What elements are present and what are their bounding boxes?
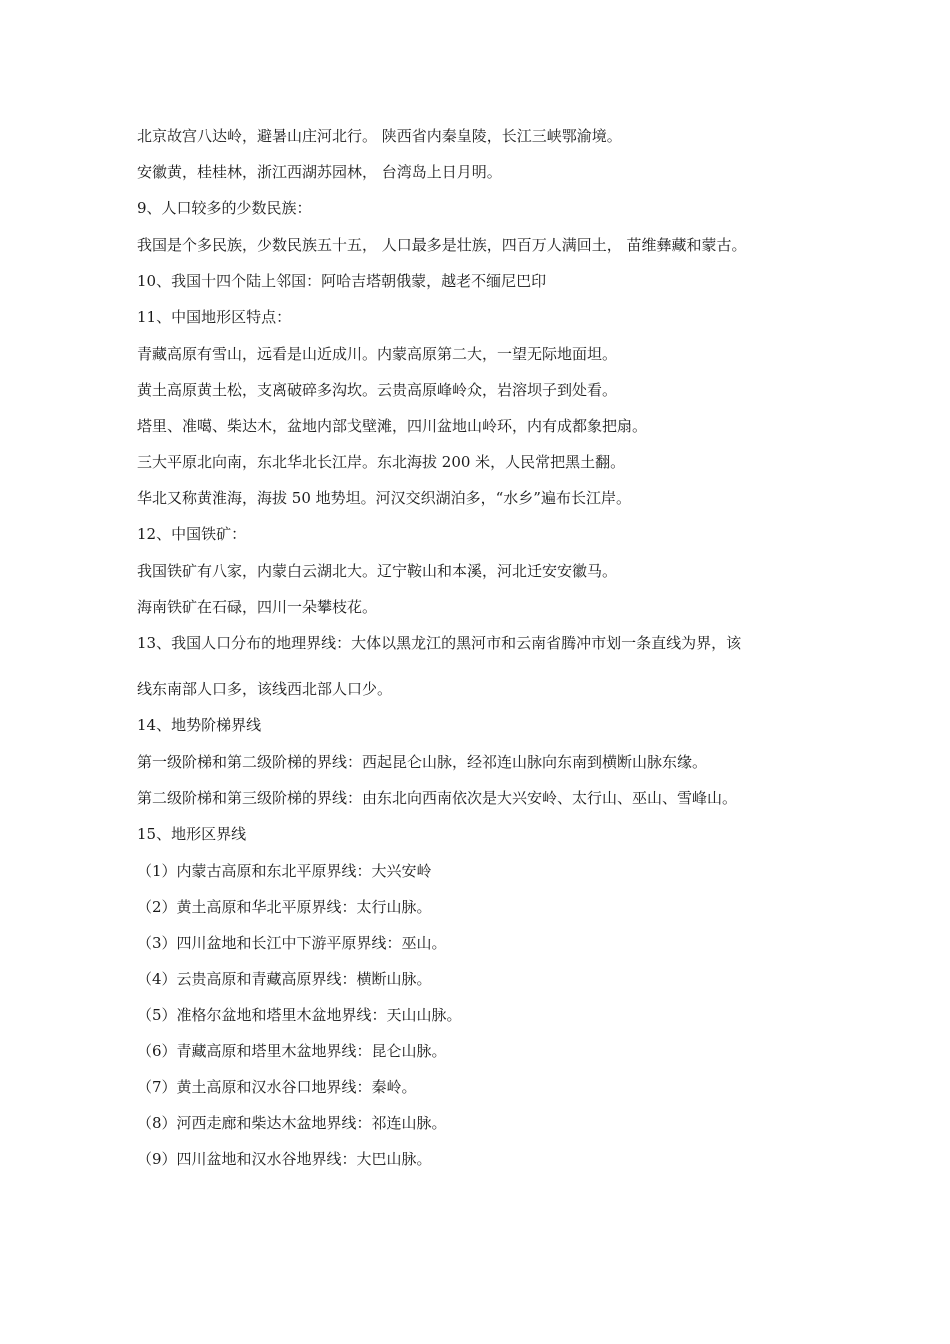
text-line: 三大平原北向南，东北华北长江岸。东北海拔 200 米，人民常把黑土翻。 (137, 453, 626, 471)
list-item: （9）四川盆地和汉水谷地界线：大巴山脉。 (137, 1150, 432, 1168)
text-line: 海南铁矿在石碌，四川一朵攀枝花。 (137, 598, 378, 616)
text-line: 北京故宫八达岭，避暑山庄河北行。 陕西省内秦皇陵，长江三峡鄂渝境。 (137, 127, 622, 145)
section-heading: 14、地势阶梯界线 (137, 716, 262, 734)
document-page (137, 126, 827, 1169)
list-item: （3）四川盆地和长江中下游平原界线：巫山。 (137, 934, 447, 952)
text-line: 安徽黄，桂桂林，浙江西湖苏园林， 台湾岛上日月明。 (137, 163, 502, 181)
text-line: 黄土高原黄土松，支离破碎多沟坎。云贵高原峰岭众，岩溶坝子到处看。 (137, 381, 618, 399)
section-heading: 9、人口较多的少数民族： (137, 199, 312, 217)
list-item: （2）黄土高原和华北平原界线：太行山脉。 (137, 898, 432, 916)
section-heading: 15、地形区界线 (137, 825, 247, 843)
list-item: （4）云贵高原和青藏高原界线：横断山脉。 (137, 970, 432, 988)
text-line: 青藏高原有雪山，远看是山近成川。内蒙高原第二大，一望无际地面坦。 (137, 345, 618, 363)
list-item: （1）内蒙古高原和东北平原界线：大兴安岭 (137, 862, 432, 880)
list-item: （5）准格尔盆地和塔里木盆地界线：天山山脉。 (137, 1006, 462, 1024)
section-heading: 10、我国十四个陆上邻国：阿哈吉塔朝俄蒙，越老不缅尼巴印 (137, 272, 547, 290)
text-line: 第二级阶梯和第三级阶梯的界线：由东北向西南依次是大兴安岭、太行山、巫山、雪峰山。 (137, 789, 738, 807)
section-heading: 13、我国人口分布的地理界线：大体以黑龙江的黑河市和云南省腾冲市划一条直线为界，该 (137, 634, 742, 652)
list-item: （8）河西走廊和柴达木盆地界线：祁连山脉。 (137, 1114, 447, 1132)
section-heading: 12、中国铁矿： (137, 525, 247, 543)
text-line: 线东南部人口多，该线西北部人口少。 (137, 680, 393, 698)
text-line: 第一级阶梯和第二级阶梯的界线：西起昆仑山脉，经祁连山脉向东南到横断山脉东缘。 (137, 753, 708, 771)
list-item: （6）青藏高原和塔里木盆地界线：昆仑山脉。 (137, 1042, 447, 1060)
section-heading: 11、中国地形区特点： (137, 308, 292, 326)
text-line: 华北又称黄淮海，海拔 50 地势坦。河汉交织湖泊多，“水乡”遍布长江岸。 (137, 489, 631, 507)
text-line: 我国铁矿有八家，内蒙白云湖北大。辽宁鞍山和本溪，河北迁安安徽马。 (137, 562, 618, 580)
list-item: （7）黄土高原和汉水谷口地界线：秦岭。 (137, 1078, 417, 1096)
text-line: 塔里、准噶、柴达木，盆地内部戈壁滩，四川盆地山岭环，内有成都象把扇。 (137, 417, 648, 435)
text-line: 我国是个多民族，少数民族五十五， 人口最多是壮族，四百万人满回土， 苗维彝藏和蒙古。 (137, 236, 747, 254)
